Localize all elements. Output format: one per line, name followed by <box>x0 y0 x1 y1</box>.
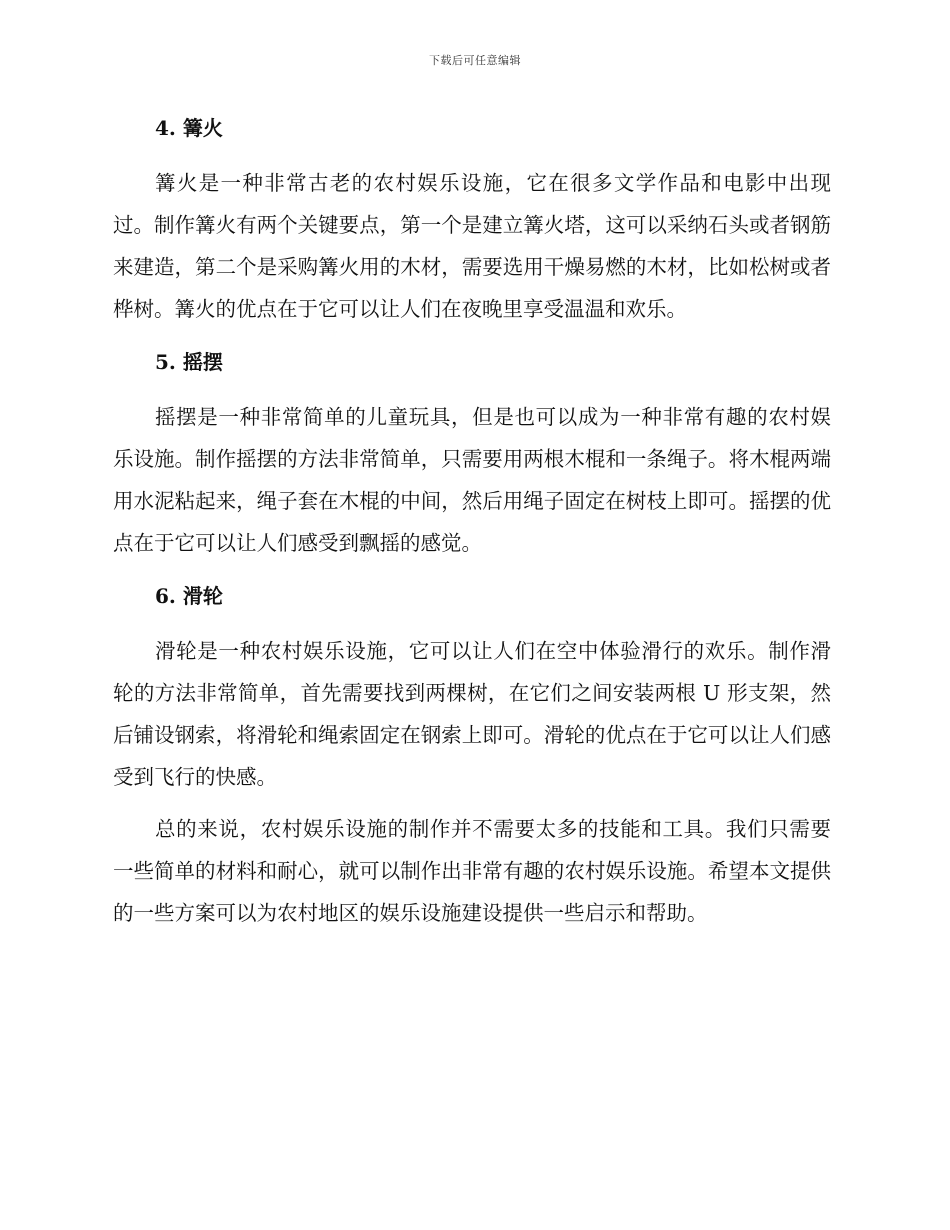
section-swing <box>113 344 831 564</box>
section-heading-pulley: 6. 滑轮 <box>155 584 223 608</box>
header-note: 下载后可任意编辑 <box>429 54 521 67</box>
section-paragraph-swing: 摇摆是一种非常简单的儿童玩具，但是也可以成为一种非常有趣的农村娱乐设施。制作摇摆的方法非常简单，只需要用两根木棍和一条绳子。将木棍两端用水泥粘起来，绳子套在木棍的中间，然后用绳子固定在树枝上即可。摇摆的优点在于它可以让人们感受到飘摇的感觉。 <box>113 405 831 555</box>
section-paragraph-pulley: 滑轮是一种农村娱乐设施，它可以让人们在空中体验滑行的欢乐。制作滑轮的方法非常简单，首先需要找到两棵树，在它们之间安装两根 U 形支架，然后铺设钢索，将滑轮和绳索固定在钢索上即可。滑轮的优点在于它可以让人们感受到飞行的快感。 <box>113 639 831 789</box>
section-pulley <box>113 578 831 798</box>
document-body <box>113 110 831 934</box>
section-heading-swing: 5. 摇摆 <box>155 350 223 374</box>
section-bonfire <box>113 110 831 330</box>
summary-paragraph: 总的来说，农村娱乐设施的制作并不需要太多的技能和工具。我们只需要一些简单的材料和耐心，就可以制作出非常有趣的农村娱乐设施。希望本文提供的一些方案可以为农村地区的娱乐设施建设提供一些启示和帮助。 <box>113 817 831 925</box>
section-heading-bonfire: 4. 篝火 <box>155 116 223 140</box>
section-paragraph-bonfire: 篝火是一种非常古老的农村娱乐设施，它在很多文学作品和电影中出现过。制作篝火有两个关键要点，第一个是建立篝火塔，这可以采纳石头或者钢筋来建造，第二个是采购篝火用的木材，需要选用干燥易燃的木材，比如松树或者桦树。篝火的优点在于它可以让人们在夜晚里享受温温和欢乐。 <box>113 171 831 321</box>
